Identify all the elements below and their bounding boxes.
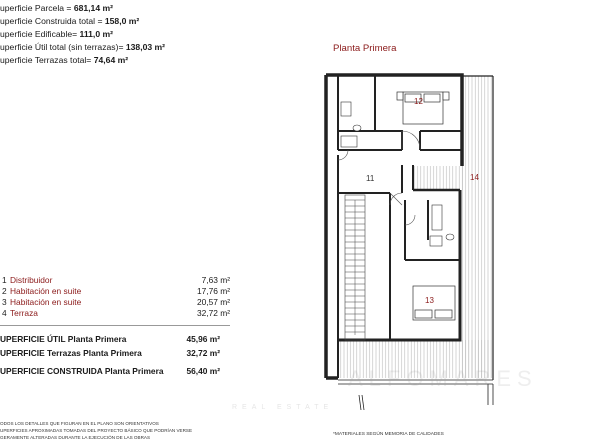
room-area: 17,76 m² (196, 286, 230, 296)
total-terrazas-value: 32,72 m² (186, 348, 220, 358)
room-number: 3 (2, 297, 7, 307)
room-area: 7,63 m² (201, 275, 230, 285)
note-line: UPERFICIES APROXIMADAS TOMADAS DEL PROYECTO BÁSICO QUE PODRÍAN VERSE (0, 428, 193, 433)
plan-label-12: 12 (414, 97, 423, 106)
total-construida-value: 56,40 m² (186, 366, 220, 376)
plan-label-11: 11 (366, 174, 375, 183)
watermark-logo: ALFOMARES (348, 366, 538, 391)
room-number: 1 (2, 275, 7, 285)
total-construida-label: UPERFICIE CONSTRUIDA Planta Primera (0, 366, 164, 376)
total-util-label: UPERFICIE ÚTIL Planta Primera (0, 334, 127, 344)
room-name: Terraza (10, 308, 38, 318)
room-number: 4 (2, 308, 7, 318)
terrace-hatch-mid (413, 166, 463, 190)
note-line: ODOS LOS DETALLES QUE FIGURAN EN EL PLANO SON ORIENTATIVOS (0, 421, 159, 426)
header-line-util: uperficie Útil total (sin terrazas)= 138,03 m² (0, 42, 166, 52)
room-name: Distribuidor (10, 275, 53, 285)
room-area: 20,57 m² (196, 297, 230, 307)
footnote: *MATERIALES SEGÚN MEMORIA DE CALIDADES (333, 432, 444, 437)
header-line-construida: uperficie Construida total = 158,0 m² (0, 16, 140, 26)
plan-title: Planta Primera (333, 43, 397, 54)
header-line-parcela: uperficie Parcela = 681,14 m² (0, 3, 113, 13)
note-line: GERAMENTE ALTERADAS DURANTE LA EJECUCIÓN DE LAS OBRAS (0, 435, 151, 440)
room-number: 2 (2, 286, 7, 296)
room-name: Habitación en suite (10, 286, 82, 296)
total-util-value: 45,96 m² (186, 334, 220, 344)
watermark-sub: REAL ESTATE (232, 404, 334, 411)
header-line-edificable: uperficie Edificable= 111,0 m² (0, 29, 113, 39)
room-name: Habitación en suite (10, 297, 82, 307)
bed-room-12 (397, 92, 449, 124)
room-area: 32,72 m² (196, 308, 230, 318)
terrace-hatch-right (462, 76, 493, 378)
header-line-terrazas: uperficie Terrazas total= 74,64 m² (0, 55, 129, 65)
bed-room-13 (413, 286, 455, 320)
plan-label-14: 14 (470, 173, 479, 182)
total-terrazas-label: UPERFICIE Terrazas Planta Primera (0, 348, 142, 358)
staircase (345, 195, 365, 340)
plan-label-13: 13 (425, 296, 434, 305)
